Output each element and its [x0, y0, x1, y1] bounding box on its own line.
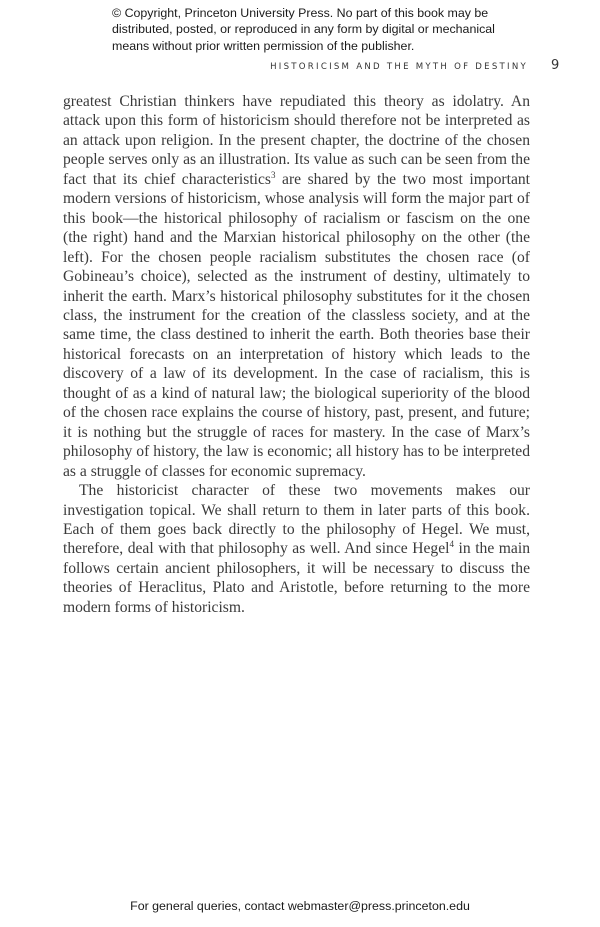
running-head: HISTORICISM AND THE MYTH OF DESTINY — [270, 62, 528, 72]
footnote-reference[interactable]: 3 — [271, 169, 276, 180]
footer-contact: For general queries, contact webmaster@press.princeton.edu — [130, 899, 470, 913]
paragraph-text: in the main follows certain ancient philosophers, it will be necessary to discuss the theories of Heraclitus, Plato and Aristotle, before returning to the more modern forms of historicism. — [63, 540, 530, 616]
footnote-reference[interactable]: 4 — [449, 539, 454, 550]
paragraph-text: The historicist character of these two movements makes our investigation topical. We shall return to them in later parts of this book. Each of them goes back directly to the philosophy of Hegel. We must, therefore, deal with that philosophy as well. And since Hegel — [63, 482, 530, 558]
page-number: 9 — [551, 58, 560, 73]
paragraph-text: are shared by the two most important modern versions of historicism, whose analysis will form the major part of this book—the historical philosophy of racialism or fascism on the one (the right) hand and the Marxian historical philosophy on the other (the left). For the chosen people racialism substitutes the chosen race (of Gobineau’s choice), selected as the instrument of destiny, ultimately to inherit the earth. Marx’s historical philosophy substitutes for it the chosen class, the instrument for the creation of the classless society, and at the same time, the class destined to inherit the earth. Both theories base their historical forecasts on an interpretation of history which leads to the discovery of a law of its development. In the case of racialism, this is thought of as a kind of natural law; the biological superiority of the blood of the chosen race explains the course of history, past, present, and future; it is nothing but the struggle of races for mastery. In the case of Marx’s philosophy of history, the law is economic; all history has to be interpreted as a struggle of classes for economic supremacy. — [63, 170, 531, 480]
paragraph — [63, 481, 530, 617]
copyright-notice — [112, 5, 532, 54]
copyright-line: distributed, posted, or reproduced in any form by digital or mechanical — [112, 22, 495, 37]
paragraph — [63, 92, 530, 481]
paragraph-text: greatest Christian thinkers have repudiated this theory as idolatry. An attack upon this form of historicism should therefore not be interpreted as an attack upon religion. In the present chapter, the doctrine of the chosen people serves only as an illustration. Its value as such can be seen from the fact that its chief characteristics — [63, 93, 530, 188]
body-text — [63, 92, 530, 617]
copyright-line: © Copyright, Princeton University Press. No part of this book may be — [112, 6, 489, 20]
copyright-line: means without prior written permission of the publisher. — [112, 38, 415, 53]
